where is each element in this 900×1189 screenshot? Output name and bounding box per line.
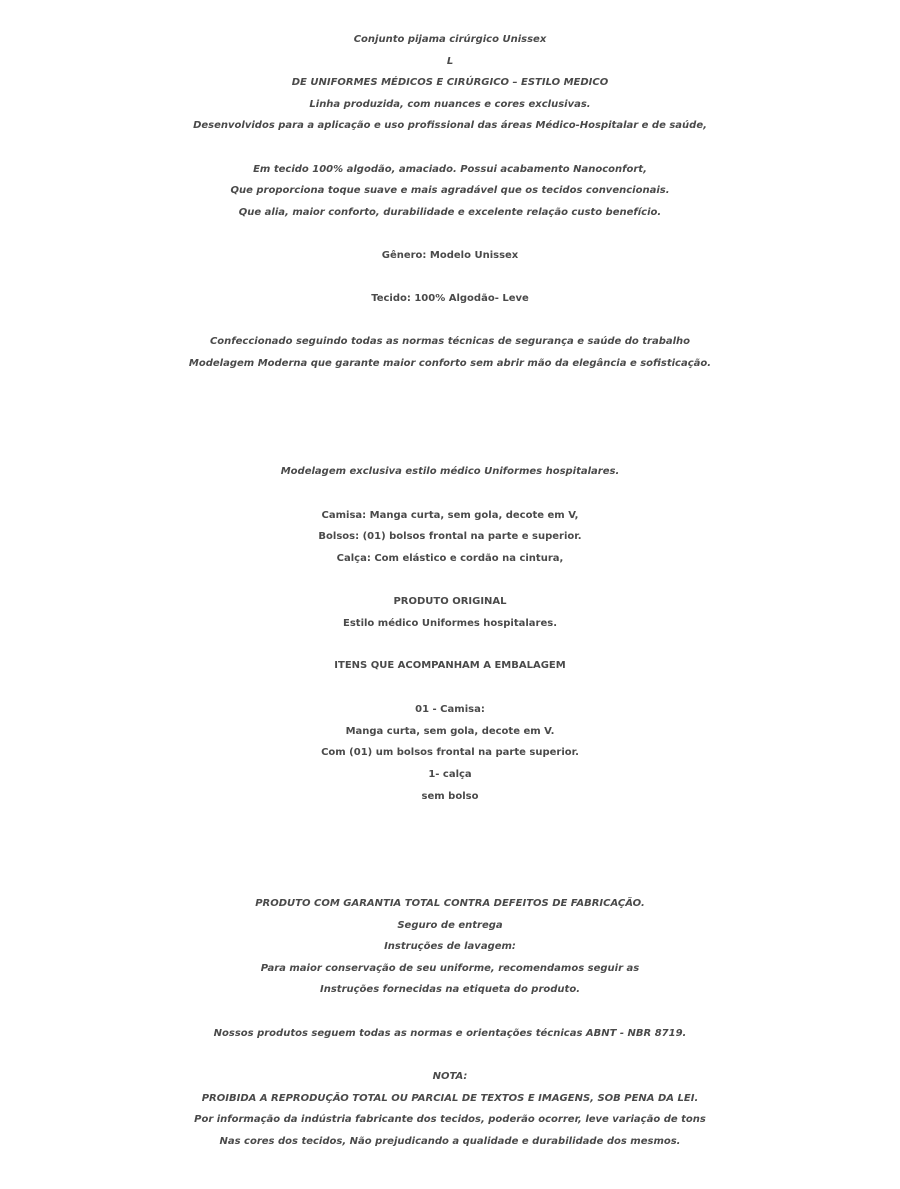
modeling-line: Modelagem exclusiva estilo médico Uniformes hospitalares. [280, 466, 620, 477]
fabric-description-line: Que proporciona toque suave e mais agradável que os tecidos convencionais. [230, 185, 670, 196]
standards-line: Modelagem Moderna que garante maior conforto sem abrir mão da elegância e sofisticação. [188, 358, 712, 369]
package-item-line: Com (01) um bolsos frontal na parte superior. [321, 747, 579, 758]
warranty-line: Instruções fornecidas na etiqueta do produto. [320, 984, 580, 995]
intro-line: DE UNIFORMES MÉDICOS E CIRÚRGICO – ESTILO MEDICO [291, 77, 609, 88]
package-item-line: sem bolso [421, 791, 479, 802]
standards-line: Confeccionado seguindo todas as normas técnicas de segurança e saúde do trabalho [209, 336, 691, 347]
warranty-line: Instruções de lavagem: [384, 941, 516, 952]
original-product-title: PRODUTO ORIGINAL [393, 596, 507, 607]
feature-line: Camisa: Manga curta, sem gola, decote em V, [321, 510, 579, 521]
warranty-line: Seguro de entrega [397, 920, 503, 931]
fabric-description-line: Que alia, maior conforto, durabilidade e excelente relação custo benefício. [238, 207, 662, 218]
intro-line: L [446, 56, 454, 67]
intro-line: Conjunto pijama cirúrgico Unissex [353, 34, 547, 45]
fabric-line: Tecido: 100% Algodão- Leve [371, 293, 529, 304]
package-items-title: ITENS QUE ACOMPANHAM A EMBALAGEM [334, 660, 566, 671]
feature-line: Calça: Com elástico e cordão na cintura, [336, 553, 564, 564]
warranty-line: PRODUTO COM GARANTIA TOTAL CONTRA DEFEITOS DE FABRICAÇÃO. [255, 898, 645, 909]
note-line: PROIBIDA A REPRODUÇÃO TOTAL OU PARCIAL DE TEXTOS E IMAGENS, SOB PENA DA LEI. [201, 1093, 699, 1104]
original-product-subtitle: Estilo médico Uniformes hospitalares. [343, 618, 557, 629]
intro-line: Linha produzida, com nuances e cores exclusivas. [309, 99, 591, 110]
fabric-description-line: Em tecido 100% algodão, amaciado. Possui acabamento Nanoconfort, [253, 164, 647, 175]
note-line: Nas cores dos tecidos, Não prejudicando a qualidade e durabilidade dos mesmos. [219, 1136, 681, 1147]
feature-line: Bolsos: (01) bolsos frontal na parte e superior. [318, 531, 582, 542]
package-item-line: 1- calça [428, 769, 472, 780]
note-line: NOTA: [432, 1071, 468, 1082]
package-item-line: Manga curta, sem gola, decote em V. [345, 726, 555, 737]
abnt-standard-line: Nossos produtos seguem todas as normas e orientações técnicas ABNT - NBR 8719. [213, 1028, 687, 1039]
gender-line: Gênero: Modelo Unissex [381, 250, 519, 261]
note-line: Por informação da indústria fabricante dos tecidos, poderão ocorrer, leve variação de tons [194, 1114, 706, 1125]
package-item-line: 01 - Camisa: [415, 704, 485, 715]
intro-line: Desenvolvidos para a aplicação e uso profissional das áreas Médico-Hospitalar e de saúde, [193, 120, 707, 131]
warranty-line: Para maior conservação de seu uniforme, recomendamos seguir as [260, 963, 640, 974]
